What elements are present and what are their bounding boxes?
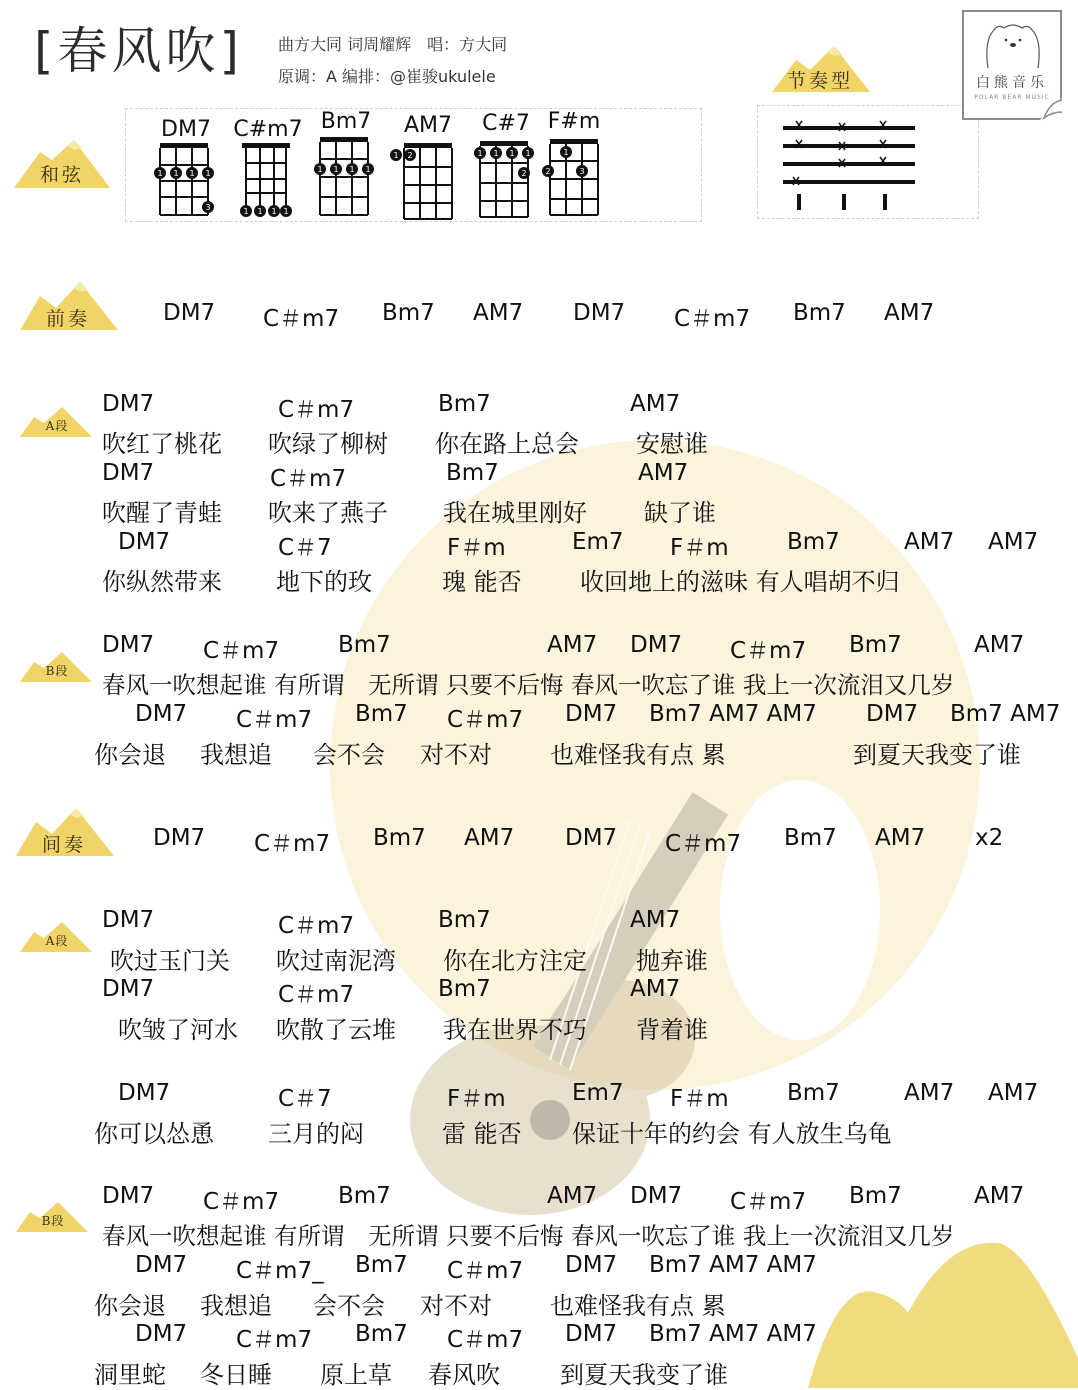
lyric: 会不会 [313, 1292, 385, 1320]
chord: C＃m7 [447, 1327, 524, 1353]
svg-text:1: 1 [157, 169, 163, 178]
chord-name: F#m [547, 109, 601, 134]
chord: Bm7 [787, 1080, 840, 1106]
chord: DM7 [135, 701, 188, 727]
chord: Bm7 [355, 701, 408, 727]
lyric: 到夏天我变了谁 [853, 741, 1021, 769]
lyric: 春风一吹想起谁 有所谓 无所谓 只要不后悔 春风一吹忘了谁 我上一次流泪又几岁 [102, 671, 955, 699]
chord: Bm7 [382, 300, 435, 326]
svg-text:1: 1 [243, 207, 249, 216]
chord: Bm7 [438, 976, 491, 1002]
lyric: 到夏天我变了谁 [560, 1361, 728, 1389]
chord: C＃m7 [203, 1189, 280, 1215]
fretboard-icon [156, 143, 216, 219]
lyric: 雷 能否 [442, 1120, 522, 1148]
chord: Bm7 AM7 [950, 701, 1061, 727]
chord: AM7 [473, 300, 524, 326]
lyric: 吹红了桃花 [102, 430, 222, 458]
lyric: 也难怪我有点 累 [550, 741, 726, 769]
chord: C＃m7 [447, 1258, 524, 1284]
lyric: 瑰 能否 [442, 568, 522, 596]
chord: C＃m7 [263, 306, 340, 332]
chord: AM7 [904, 1080, 955, 1106]
song-title: [春风吹] [34, 22, 244, 80]
chord: Bm7 [438, 907, 491, 933]
chord-name: C#m7 [233, 117, 303, 142]
chord: AM7 [630, 391, 681, 417]
logo-name-en: POLAR BEAR MUSIC [974, 94, 1050, 101]
svg-text:1: 1 [509, 149, 515, 158]
badge-verse-b [18, 650, 96, 690]
chord: DM7 [135, 1321, 188, 1347]
lyric: 吹散了云堆 [276, 1016, 396, 1044]
svg-text:1: 1 [477, 149, 483, 158]
lyric: 对不对 [420, 741, 492, 769]
fretboard-icon [393, 143, 458, 221]
lyric: 吹来了燕子 [268, 499, 388, 527]
strum-pattern-panel [757, 105, 979, 219]
chord: AM7 [884, 300, 935, 326]
svg-text:1: 1 [205, 169, 211, 178]
svg-text:1: 1 [189, 169, 195, 178]
polar-bear-icon [982, 20, 1044, 70]
chord: DM7 [630, 1183, 683, 1209]
chord: C＃m7 [278, 913, 355, 939]
chord: DM7 [163, 300, 216, 326]
lyric: 我想追 [200, 1292, 272, 1320]
chord: Bm7 AM7 AM7 [649, 1321, 817, 1347]
svg-text:1: 1 [283, 207, 289, 216]
chord: F＃m [447, 535, 506, 561]
lyric: 对不对 [420, 1292, 492, 1320]
lyric: 我在城里刚好 [443, 499, 587, 527]
chord: AM7 [547, 632, 598, 658]
fretboard-icon [544, 139, 604, 219]
chord: C＃m7 [730, 1189, 807, 1215]
lyric: 吹过玉门关 [110, 947, 230, 975]
lyric: 春风一吹想起谁 有所谓 无所谓 只要不后悔 春风一吹忘了谁 我上一次流泪又几岁 [102, 1222, 955, 1250]
chord: DM7 [153, 825, 206, 851]
lyric: 背着谁 [636, 1016, 708, 1044]
chord: DM7 [102, 460, 155, 486]
chord: F＃m [670, 1086, 729, 1112]
chord: AM7 [988, 1080, 1039, 1106]
chord: C＃7 [278, 535, 332, 561]
chord: C＃m7 [278, 397, 355, 423]
chord: Bm7 [849, 632, 902, 658]
chord: DM7 [573, 300, 626, 326]
badge-verse-b [14, 1200, 92, 1240]
lyric: 你在北方注定 [443, 947, 587, 975]
lyric: 你纵然带来 [102, 568, 222, 596]
lyric: 抛弃谁 [636, 947, 708, 975]
badge-label: A段 [45, 419, 69, 433]
svg-text:1: 1 [563, 148, 569, 157]
chord: AM7 [547, 1183, 598, 1209]
lyric: 地下的玫 [276, 568, 372, 596]
svg-text:3: 3 [205, 203, 211, 212]
chord: F＃m [670, 535, 729, 561]
chord: DM7 [565, 825, 618, 851]
chord: DM7 [565, 701, 618, 727]
chord: DM7 [135, 1252, 188, 1278]
chord: Bm7 [438, 391, 491, 417]
chord: DM7 [118, 529, 171, 555]
chord: DM7 [565, 1252, 618, 1278]
chord: DM7 [630, 632, 683, 658]
chord: C＃m7 [203, 638, 280, 664]
chord-name: AM7 [403, 113, 453, 138]
lyric: 吹过南泥湾 [276, 947, 396, 975]
chord: C＃m7 [236, 707, 313, 733]
chord: Bm7 [338, 632, 391, 658]
svg-text:1: 1 [393, 151, 399, 160]
chord: F＃m [447, 1086, 506, 1112]
chord: Em7 [572, 529, 624, 555]
lyric: 吹绿了柳树 [268, 430, 388, 458]
chord: DM7 [102, 632, 155, 658]
lyric: 洞里蛇 [94, 1361, 166, 1389]
lyric: 安慰谁 [636, 430, 708, 458]
lyric: 保证十年的约会 有人放生乌龟 [572, 1120, 892, 1148]
chord-name: DM7 [161, 117, 211, 142]
chord-diagrams-panel [125, 108, 702, 222]
strum-pattern-icon [758, 106, 978, 218]
chord: DM7 [118, 1080, 171, 1106]
chord: AM7 [638, 460, 689, 486]
badge-verse-a [18, 920, 96, 960]
chord-name: Bm7 [320, 109, 372, 134]
badge-verse-a [18, 405, 96, 445]
svg-text:2: 2 [407, 151, 413, 160]
chord: Bm7 AM7 AM7 [649, 701, 817, 727]
chord: C＃m7 [665, 831, 742, 857]
chord: C＃m7 [254, 831, 331, 857]
chord: DM7 [102, 907, 155, 933]
chord: Bm7 [355, 1321, 408, 1347]
chord: AM7 [630, 976, 681, 1002]
credits-key-arranger: 原调：A 编排：@崔骏ukulele [278, 67, 496, 86]
badge-label: 节奏型 [786, 70, 853, 92]
svg-text:1: 1 [365, 165, 371, 174]
svg-text:1: 1 [317, 165, 323, 174]
badge-label: 和弦 [39, 164, 84, 186]
chord: DM7 [565, 1321, 618, 1347]
lyric: 你会退 [94, 741, 166, 769]
lyric: 也难怪我有点 累 [550, 1292, 726, 1320]
lyric: 冬日睡 [200, 1361, 272, 1389]
svg-text:3: 3 [579, 167, 585, 176]
chord: C＃m7 [447, 707, 524, 733]
chord: Bm7 [849, 1183, 902, 1209]
chord: DM7 [102, 1183, 155, 1209]
fretboard-icon [238, 143, 298, 219]
lyric: 会不会 [313, 741, 385, 769]
badge-intro [18, 280, 118, 340]
badge-label: A段 [45, 934, 69, 948]
lyric: 我在世界不巧 [443, 1016, 587, 1044]
chord: C＃m7 [730, 638, 807, 664]
fretboard-icon [476, 141, 536, 219]
chord: C＃m7 [236, 1327, 313, 1353]
svg-text:1: 1 [333, 165, 339, 174]
svg-text:1: 1 [349, 165, 355, 174]
chord: DM7 [866, 701, 919, 727]
lyric: 你在路上总会 [435, 430, 579, 458]
chord: Bm7 [355, 1252, 408, 1278]
svg-text:2: 2 [521, 169, 527, 178]
lyric: 缺了谁 [644, 499, 716, 527]
chord: Bm7 AM7 AM7 [649, 1252, 817, 1278]
svg-text:1: 1 [493, 149, 499, 158]
lyric: 吹醒了青蛙 [102, 499, 222, 527]
page-curl-icon [1040, 98, 1062, 120]
badge-label: 前奏 [45, 308, 90, 330]
credits-composer-lyricist-singer: 曲方大同 词周耀辉 唱：方大同 [278, 35, 508, 54]
badge-label: B段 [41, 1214, 65, 1228]
svg-text:1: 1 [173, 169, 179, 178]
badge-label: 间奏 [41, 834, 86, 856]
svg-text:1: 1 [271, 207, 277, 216]
chord: AM7 [974, 632, 1025, 658]
badge-interlude [14, 806, 114, 866]
chord: Bm7 [338, 1183, 391, 1209]
lyric: 吹皱了河水 [118, 1016, 238, 1044]
chord: Bm7 [373, 825, 426, 851]
chord: DM7 [102, 976, 155, 1002]
chord: AM7 [974, 1183, 1025, 1209]
chord: AM7 [875, 825, 926, 851]
lyric: 你可以怂恿 [94, 1120, 214, 1148]
chord: C＃m7 [674, 306, 751, 332]
chord: DM7 [102, 391, 155, 417]
chord: AM7 [904, 529, 955, 555]
chord: C＃m7_ [236, 1258, 324, 1284]
badge-label: B段 [45, 664, 69, 678]
chord: Bm7 [784, 825, 837, 851]
chord-name: C#7 [482, 111, 530, 136]
badge-rhythm [770, 44, 870, 104]
chord: Em7 [572, 1080, 624, 1106]
lyric: 收回地上的滋味 有人唱胡不归 [580, 568, 900, 596]
chord: Bm7 [793, 300, 846, 326]
chord: AM7 [464, 825, 515, 851]
polar-bear-music-logo [962, 10, 1062, 120]
chord: AM7 [630, 907, 681, 933]
svg-text:1: 1 [257, 207, 263, 216]
chord: AM7 [988, 529, 1039, 555]
chord: Bm7 [787, 529, 840, 555]
fretboard-icon [316, 137, 376, 217]
lyric: 三月的闷 [268, 1120, 364, 1148]
lyric: 原上草 [320, 1361, 392, 1389]
chord: C＃m7 [278, 982, 355, 1008]
logo-name-cn: 白熊音乐 [976, 75, 1048, 91]
repeat-count: x2 [975, 825, 1004, 851]
chord: C＃m7 [270, 466, 347, 492]
lyric: 你会退 [94, 1292, 166, 1320]
svg-text:2: 2 [545, 167, 551, 176]
badge-chords [12, 138, 112, 198]
lyric: 我想追 [200, 741, 272, 769]
svg-text:1: 1 [525, 149, 531, 158]
chord: Bm7 [446, 460, 499, 486]
lyric: 春风吹 [428, 1361, 500, 1389]
chord: C＃7 [278, 1086, 332, 1112]
